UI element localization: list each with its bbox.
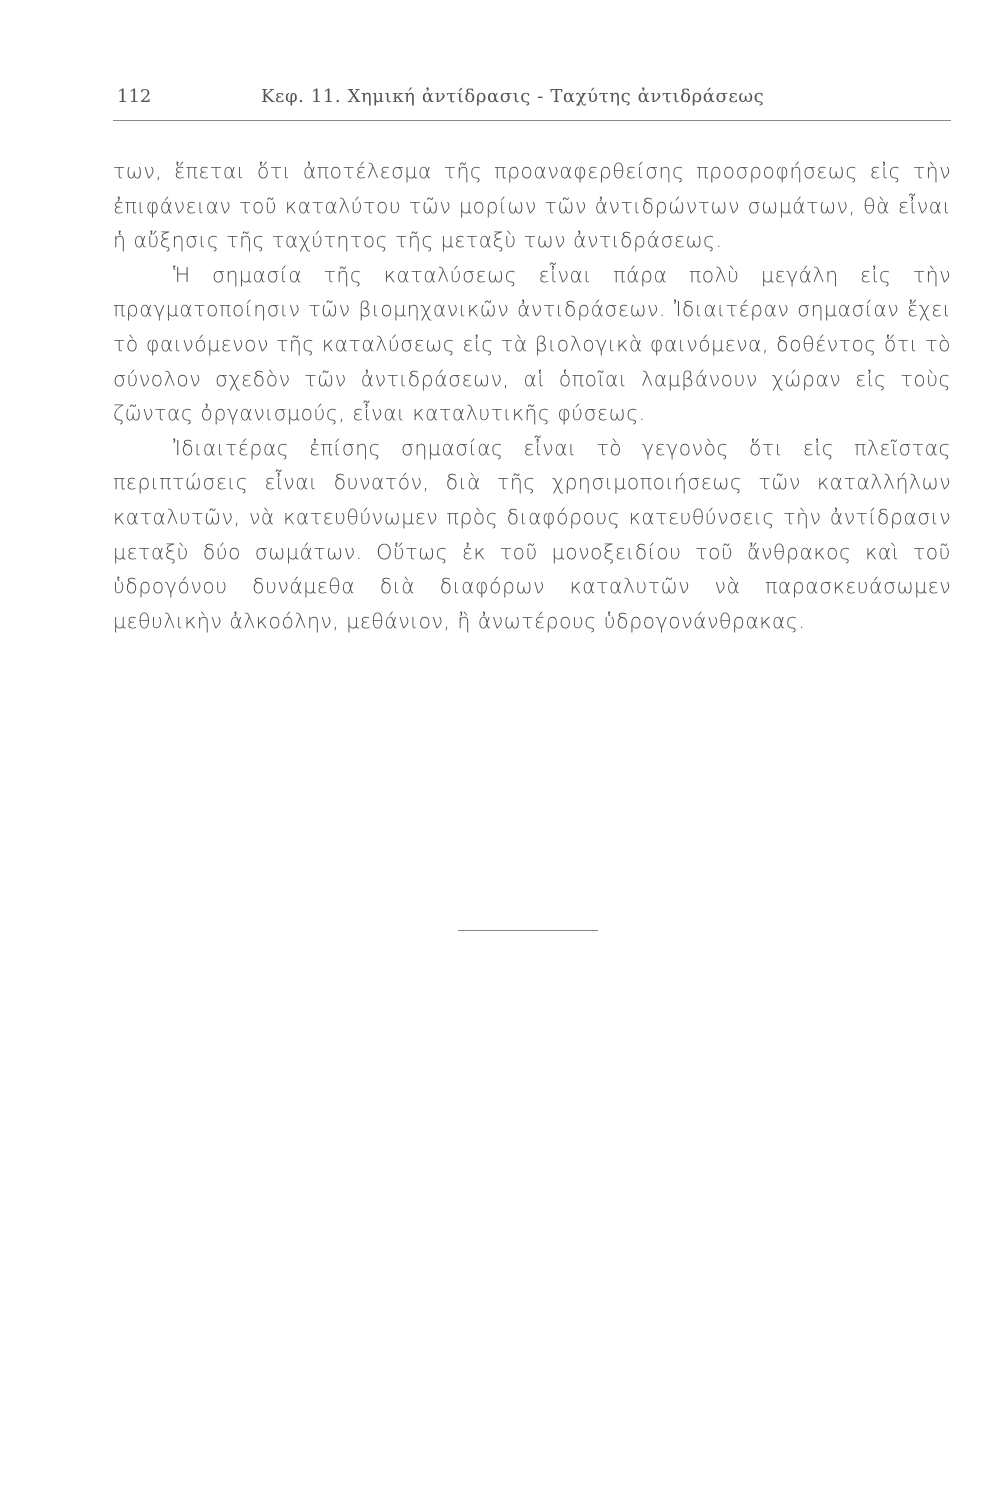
section-end-rule xyxy=(458,930,598,931)
body-text xyxy=(113,154,951,638)
paragraph-catalysis-importance: Ἡ σημασία τῆς καταλύσεως εἶναι πάρα πολὺ μεγάλη εἰς τὴν πραγματοποίησιν τῶν βιομηχανικῶν ἀντιδράσεων. Ἰδιαιτέραν σημασίαν ἔχει τὸ φαινόμενον τῆς καταλύσεως εἰς τὰ βιολογικὰ φαινόμενα, δοθέντος ὅτι τὸ σύνολον σχεδὸν τῶν ἀντιδράσεων, αἱ ὁποῖαι λαμβάνουν χώραν εἰς τοὺς ζῶντας ὀργανισμούς, εἶναι καταλυτικῆς φύσεως. xyxy=(113,262,951,426)
page-header xyxy=(113,86,951,112)
page-number: 112 xyxy=(117,86,152,107)
paragraph-continuation: των, ἕπεται ὅτι ἀποτέλεσμα τῆς προαναφερθείσης προσροφήσεως εἰς τὴν ἐπιφάνειαν τοῦ καταλύτου τῶν μορίων τῶν ἀντιδρώντων σωμάτων, θὰ εἶναι ἡ αὔξησις τῆς ταχύτητος τῆς μεταξὺ των ἀντιδράσεως. xyxy=(113,159,951,253)
paragraph-reaction-direction: Ἰδιαιτέρας ἐπίσης σημασίας εἶναι τὸ γεγονὸς ὅτι εἰς πλεῖστας περιπτώσεις εἶναι δυνατόν, διὰ τῆς χρησιμοποιήσεως τῶν καταλλήλων καταλυτῶν, νὰ κατευθύνωμεν πρὸς διαφόρους κατευθύνσεις τὴν ἀντίδρασιν μεταξὺ δύο σωμάτων. Οὕτως ἐκ τοῦ μονοξειδίου τοῦ ἄνθρακος καὶ τοῦ ὑδρογόνου δυνάμεθα διὰ διαφόρων καταλυτῶν νὰ παρασκευάσωμεν μεθυλικὴν ἀλκοόλην, μεθάνιον, ἢ ἀνωτέρους ὑδρογονάνθρακας. xyxy=(113,435,951,633)
running-head: Κεφ. 11. Χημική ἀντίδρασις - Ταχύτης ἀντιδράσεως xyxy=(261,86,765,107)
header-rule xyxy=(113,120,951,121)
